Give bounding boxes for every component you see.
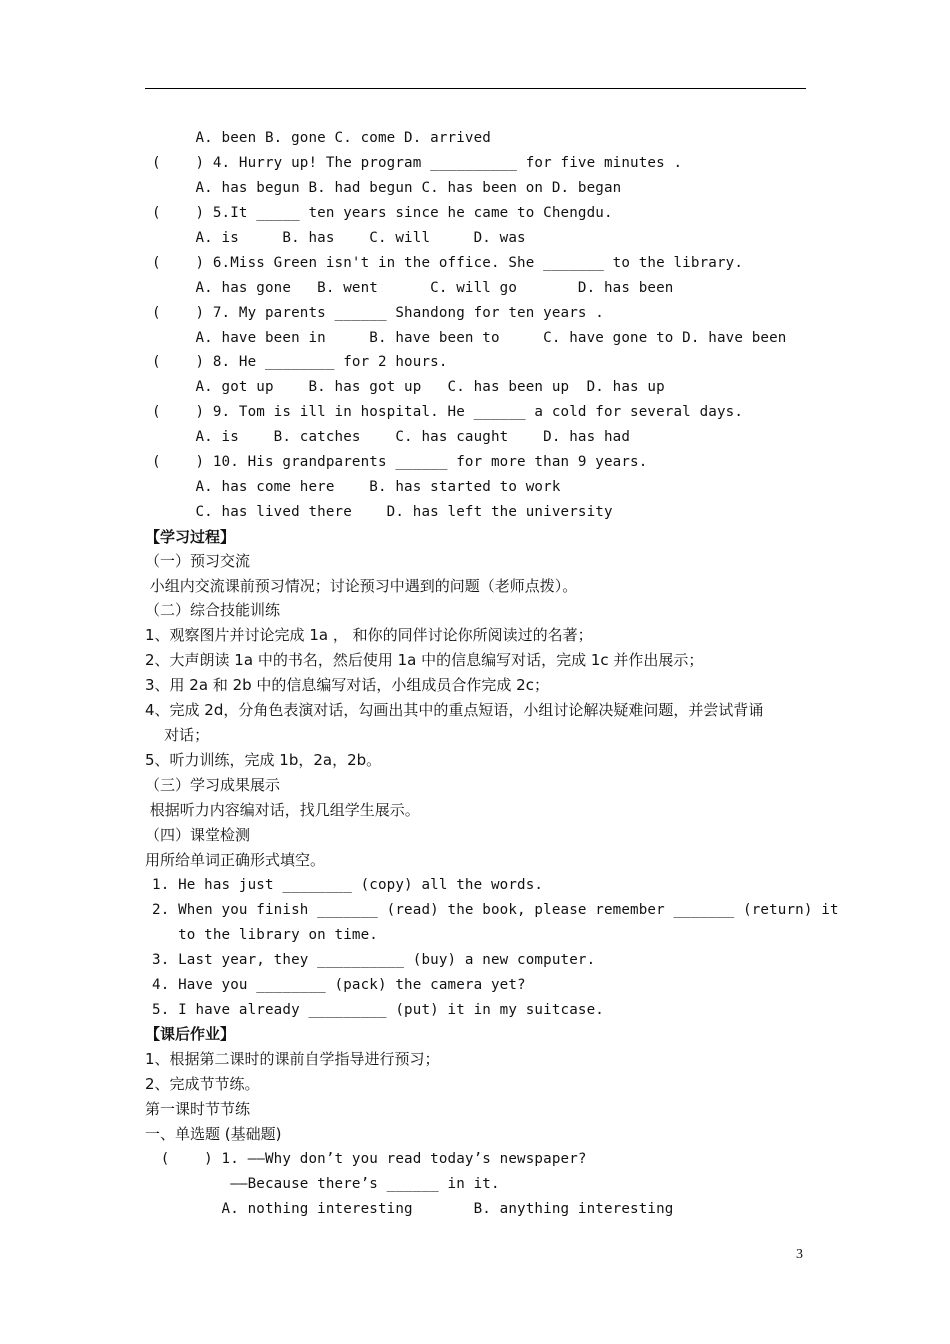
text-line: （二）综合技能训练 [145,601,281,619]
text-line: ( ) 9. Tom is ill in hospital. He ______ a cold for several days. [152,404,744,420]
text-line: 3. Last year, they __________ (buy) a new computer. [152,952,596,968]
page-number: 3 [796,1247,803,1262]
text-line: 一、单选题 (基础题) [145,1125,282,1143]
text-line: 对话； [145,726,210,744]
text-line: 4、完成 2d，分角色表演对话，勾画出其中的重点短语，小组讨论解决疑难问题，并尝试背诵 [145,701,764,719]
text-line: ( ) 10. His grandparents ______ for more than 9 years. [152,454,648,470]
text-line: 【课后作业】 [145,1025,236,1043]
text-line: C. has lived there D. has left the university [152,504,613,520]
text-line: A. been B. gone C. come D. arrived [152,130,491,146]
text-line: A. nothing interesting B. anything interesting [152,1201,674,1217]
text-line: ( ) 8. He ________ for 2 hours. [152,354,448,370]
text-line: ( ) 6.Miss Green isn't in the office. She _______ to the library. [152,255,744,271]
text-line: （四）课堂检测 [145,826,251,844]
text-line: （三）学习成果展示 [145,776,281,794]
text-line: （一）预习交流 [145,552,251,570]
text-line: 用所给单词正确形式填空。 [145,851,326,869]
text-line: 根据听力内容编对话，找几组学生展示。 [145,801,420,819]
text-line: 5. I have already _________ (put) it in my suitcase. [152,1002,604,1018]
text-line: ——Because there’s ______ in it. [152,1176,500,1192]
text-line: A. has begun B. had begun C. has been on D. began [152,180,622,196]
text-line: 【学习过程】 [145,528,236,546]
text-line: A. has gone B. went C. will go D. has been [152,280,674,296]
text-line: 小组内交流课前预习情况；讨论预习中遇到的问题（老师点拨）。 [145,577,578,595]
text-line: 2、完成节节练。 [145,1075,260,1093]
text-line: ( ) 5.It _____ ten years since he came to Chengdu. [152,205,613,221]
text-line: 3、用 2a 和 2b 中的信息编写对话，小组成员合作完成 2c； [145,676,549,694]
text-line: A. got up B. has got up C. has been up D. has up [152,379,665,395]
header-rule [145,88,806,89]
text-line: A. has come here B. has started to work [152,479,561,495]
text-line: 第一课时节节练 [145,1100,251,1118]
text-line: A. have been in B. have been to C. have gone to D. have been [152,330,787,346]
text-line: A. is B. catches C. has caught D. has had [152,429,631,445]
text-line: 5、听力训练，完成 1b，2a，2b。 [145,751,382,769]
text-line: 1、根据第二课时的课前自学指导进行预习； [145,1050,440,1068]
text-line: 4. Have you ________ (pack) the camera yet? [152,977,526,993]
text-line: ( ) 1. ——Why don’t you read today’s newspaper? [152,1151,587,1167]
text-line: ( ) 7. My parents ______ Shandong for ten years . [152,305,604,321]
text-line: ( ) 4. Hurry up! The program __________ for five minutes . [152,155,683,171]
text-line: 2、大声朗读 1a 中的书名，然后使用 1a 中的信息编写对话，完成 1c 并作出展示； [145,651,704,669]
text-line: 2. When you finish _______ (read) the book, please remember _______ (return) it [152,902,839,918]
text-line: 1. He has just ________ (copy) all the words. [152,877,544,893]
text-line: 1、观察图片并讨论完成 1a ， 和你的同伴讨论你所阅读过的名著； [145,626,593,644]
text-line: A. is B. has C. will D. was [152,230,526,246]
text-line: to the library on time. [152,927,378,943]
